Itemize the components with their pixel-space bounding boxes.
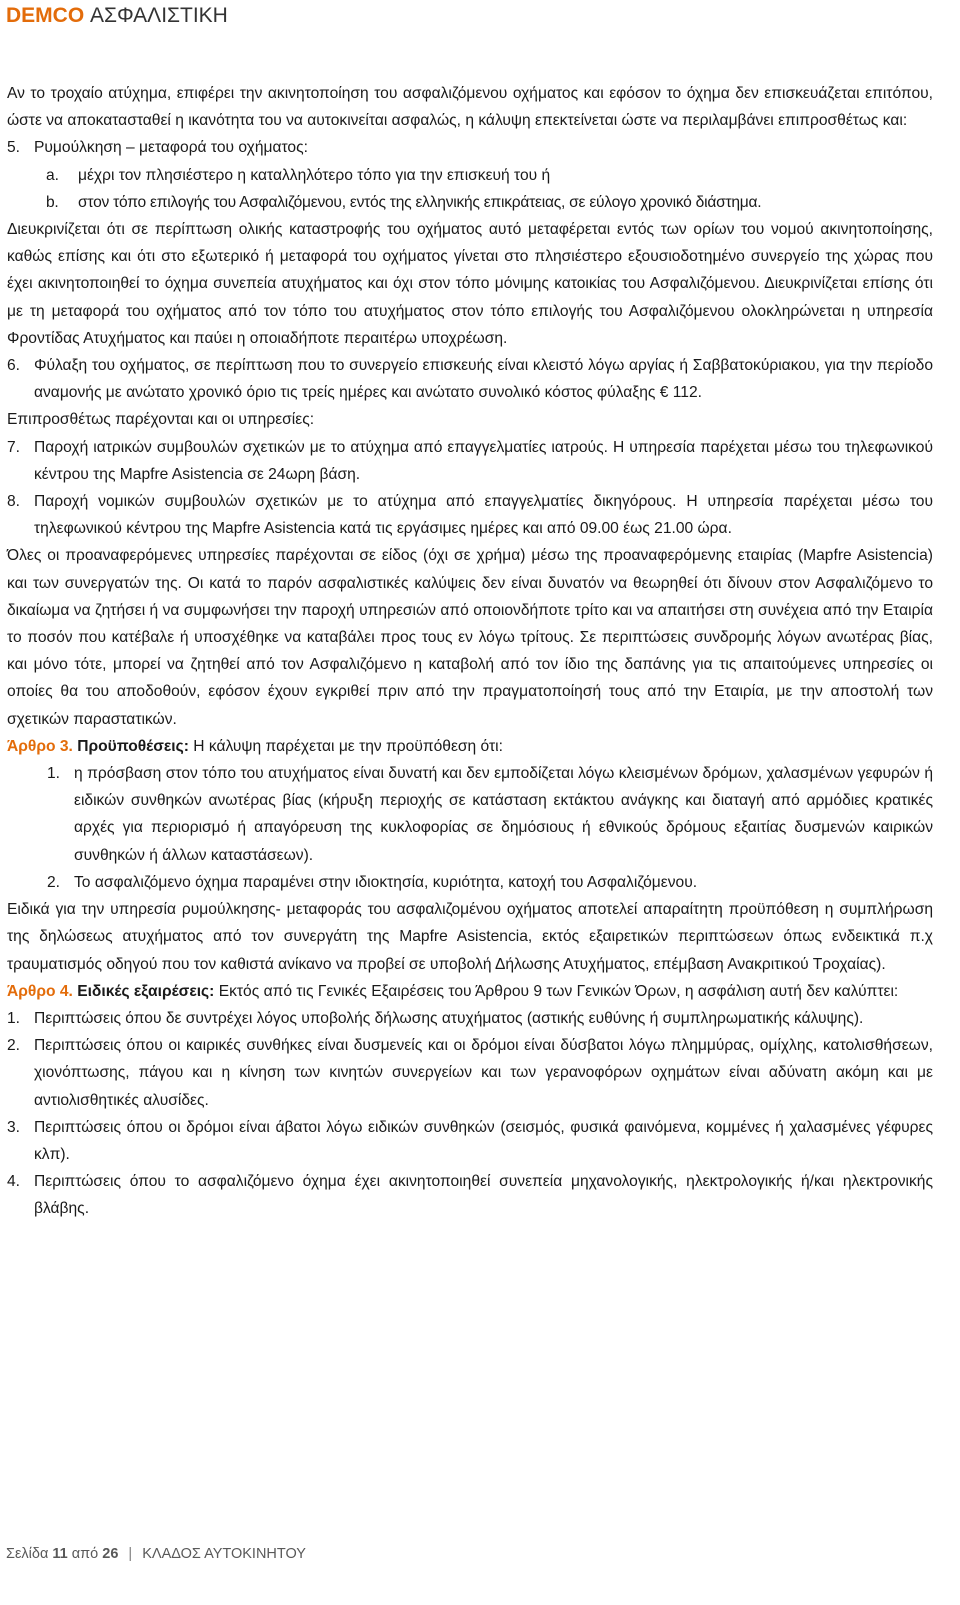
list-number: 1. [47, 765, 61, 783]
sub-item-b [7, 189, 933, 216]
article-title: Προϋποθέσεις: [77, 737, 189, 755]
list-number: 6. [7, 357, 21, 375]
exclusion-item-4 [7, 1168, 933, 1222]
list-number: 7. [7, 438, 21, 456]
page-total: 26 [102, 1546, 119, 1562]
list-number: 8. [7, 493, 21, 511]
intro-paragraph: Αν το τροχαίο ατύχημα, επιφέρει την ακινητοποίηση του ασφαλιζόμενου οχήματος και εφόσον το όχημα δεν επισκευάζεται επιτόπου, ώστε να αποκατασταθεί η ικανότητα του να αυτοκινείται ασφαλώς, η κάλυψη επεκτείνεται ώστε να περιλαμβάνει επιπροσθέτως και: [7, 85, 933, 130]
sub-number: a. [46, 166, 60, 184]
list-number: 2. [47, 873, 61, 891]
page-label: Σελίδα [6, 1546, 49, 1562]
towing-note-paragraph: Ειδικά για την υπηρεσία ρυμούλκησης- μεταφοράς του ασφαλιζομένου οχήματος αποτελεί απαραίτητη προϋπόθεση η συμπλήρωση της δηλώσεως ατυχήματος από τον συνεργάτη της Mapfre Asistencia, εκτός εξαιρετικών περιπτώσεων όπως ενδεικτικά π.χ τραυματισμός οδηγού που τον καθιστά ανίκανο να προβεί σε υποβολή Δήλωσης Ατυχήματος, επέμβαση Ανακριτικού Τροχαίας). [7, 901, 933, 973]
section-name: ΚΛΑΔΟΣ ΑΥΤΟΚΙΝΗΤΟΥ [142, 1546, 306, 1562]
additional-services-intro: Επιπροσθέτως παρέχονται και οι υπηρεσίες: [7, 411, 315, 429]
exclusion-item-2 [7, 1032, 933, 1114]
article-4-heading [7, 978, 933, 1005]
list-item-5 [7, 134, 933, 161]
list-item-8 [7, 488, 933, 542]
list-text: Παροχή νομικών συμβουλών σχετικών με το ατύχημα από επαγγελματίες δικηγόρους. Η υπηρεσία παρέχεται μέσω του τηλεφωνικού κέντρου της Mapfre Asistencia κατά τις εργάσιμες ημέρες και από 09.00 έως 21.00 ώρα. [34, 493, 933, 538]
list-text: Φύλαξη του οχήματος, σε περίπτωση που το συνεργείο επισκευής είναι κλειστό λόγω αργίας ή Σαββατοκύριακου, για την περίοδο αναμονής με ανώτατο χρονικό όριο τις τρείς ημέρες και ανώτατο συνολικό κόστος φύλαξης € 112. [34, 357, 933, 402]
list-text: Περιπτώσεις όπου το ασφαλιζόμενο όχημα έχει ακινητοποιηθεί συνεπεία μηχανολογικής, ηλεκτρολογικής ή/και ηλεκτρονικής βλάβης. [34, 1173, 933, 1218]
list-number: 3. [7, 1118, 21, 1136]
article-intro: Εκτός από τις Γενικές Εξαιρέσεις του Άρθρου 9 των Γενικών Όρων, η ασφάλιση αυτή δεν καλύπτει: [218, 982, 899, 1000]
list-text: Περιπτώσεις όπου οι δρόμοι είναι άβατοι λόγω ειδικών συνθηκών (σεισμός, φυσικά φαινόμενα, κομμένες ή χαλασμένες γέφυρες κλπ). [34, 1118, 933, 1163]
footer-separator: | [128, 1546, 133, 1562]
of-label: από [71, 1546, 99, 1562]
condition-item-1 [7, 760, 933, 869]
list-text: Το ασφαλιζόμενο όχημα παραμένει στην ιδιοκτησία, κυριότητα, κατοχή του Ασφαλιζόμενου. [74, 873, 698, 891]
list-number: 4. [7, 1173, 21, 1191]
article-intro: Η κάλυψη παρέχεται με την προϋπόθεση ότι: [193, 737, 503, 755]
exclusion-item-1 [7, 1005, 933, 1032]
page-header [6, 2, 228, 30]
services-note-paragraph: Όλες οι προαναφερόμενες υπηρεσίες παρέχονται σε είδος (όχι σε χρήμα) μέσω της προαναφερόμενης εταιρίας (Mapfre Asistencia) και των συνεργατών της. Οι κατά το παρόν ασφαλιστικές καλύψεις δεν είναι δυνατόν να θεωρηθεί ότι δίνουν στον Ασφαλιζόμενο το δικαίωμα να ζητήσει ή να συμφωνήσει την παροχή υπηρεσιών από οποιονδήποτε τρίτο και να απαιτήσει στη συνέχεια από την Εταιρία το ποσόν που κατέβαλε ή υποσχέθηκε να καταβάλει προς τους εν λόγω τρίτους. Σε περιπτώσεις συνδρομής λόγων ανωτέρας βίας, και μόνο τότε, μπορεί να ζητηθεί από τον Ασφαλιζόμενο η καταβολή από τον ίδιο της δαπάνης για τις απαιτούμενες υπηρεσίες οι οποίες θα του αποδοθούν, εφόσον έχουν εγκριθεί πριν από την πραγματοποίησή τους από την Εταιρία, με την αποστολή των σχετικών παραστατικών. [7, 547, 933, 728]
sub-text: στον τόπο επιλογής του Ασφαλιζόμενου, εντός της ελληνικής επικράτειας, σε εύλογο χρονικό διάστημα. [78, 193, 762, 211]
list-item-6 [7, 352, 933, 406]
page-footer [6, 1546, 306, 1562]
condition-item-2 [7, 869, 933, 896]
article-number: Άρθρο 4. [7, 982, 73, 1000]
article-3-heading [7, 733, 933, 760]
header-title: ΑΣΦΑΛΙΣΤΙΚΗ [90, 4, 228, 27]
list-item-7 [7, 434, 933, 488]
sub-item-a [7, 162, 933, 189]
list-number: 1. [7, 1009, 21, 1027]
exclusion-item-3 [7, 1114, 933, 1168]
sub-text: μέχρι τον πλησιέστερο η καταλληλότερο τόπο για την επισκευή του ή [78, 166, 551, 184]
clarification-paragraph: Διευκρινίζεται ότι σε περίπτωση ολικής καταστροφής του οχήματος αυτό μεταφέρεται εντός των ορίων του νομού ακινητοποίησης, καθώς επίσης και ότι στο εξωτερικό ή μεταφορά του οχήματος γίνεται στο πλησιέστερο εξουσιοδοτημένο συνεργείο της χώρας που έχει ακινητοποιηθεί το όχημα συνεπεία ατυχήματος και όχι στον τόπο μόνιμης κατοικίας του Ασφαλιζόμενου. Διευκρινίζεται επίσης ότι με τη μεταφορά του οχήματος από τον τόπο του ατυχήματος στον τόπο επιλογής του Ασφαλιζόμενου ολοκληρώνεται η υπηρεσία Φροντίδας Ατυχήματος και παύει η οποιαδήποτε περαιτέρω υποχρέωση. [7, 221, 933, 347]
article-number: Άρθρο 3. [7, 737, 73, 755]
list-text: Παροχή ιατρικών συμβουλών σχετικών με το ατύχημα από επαγγελματίες ιατρούς. Η υπηρεσία παρέχεται μέσω του τηλεφωνικού κέντρου της Mapfre Asistencia σε 24ωρη βάση. [34, 438, 933, 483]
list-text: Ρυμούλκηση – μεταφορά του οχήματος: [34, 139, 308, 157]
list-number: 5. [7, 139, 21, 157]
list-text: Περιπτώσεις όπου δε συντρέχει λόγος υποβολής δήλωσης ατυχήματος (αστικής ευθύνης ή συμπληρωματικής κάλυψης). [34, 1009, 864, 1027]
brand-name: DEMCO [6, 4, 85, 27]
article-title: Ειδικές εξαιρέσεις: [77, 982, 215, 1000]
list-text: Περιπτώσεις όπου οι καιρικές συνθήκες είναι δυσμενείς και οι δρόμοι είναι δύσβατοι λόγω πλημμύρας, ομίχλης, κατολισθήσεων, χιονόπτωσης, πάγου και η κίνηση των κινητών συνεργείων και των γερανοφόρων οχημάτων είναι αδύνατη ακόμη και με αντιολισθητικές αλυσίδες. [34, 1037, 933, 1109]
page-number: 11 [52, 1546, 68, 1562]
list-text: η πρόσβαση στον τόπο του ατυχήματος είναι δυνατή και δεν εμποδίζεται λόγω κλεισμένων δρόμων, χαλασμένων γεφυρών ή ειδικών συνθηκών ανωτέρας βίας (κήρυξη περιοχής σε κατάσταση εκτάκτου ανάγκης και διαταγή από αρμόδιες κρατικές αρχές για περιορισμό ή απαγόρευση της κυκλοφορίας σε δημόσιους ή εθνικούς δρόμους εξαιτίας δυσμενών καιρικών συνθηκών ή άλλων καταστάσεων). [74, 765, 933, 864]
sub-number: b. [46, 193, 59, 211]
document-body [7, 80, 933, 1223]
list-number: 2. [7, 1037, 21, 1055]
